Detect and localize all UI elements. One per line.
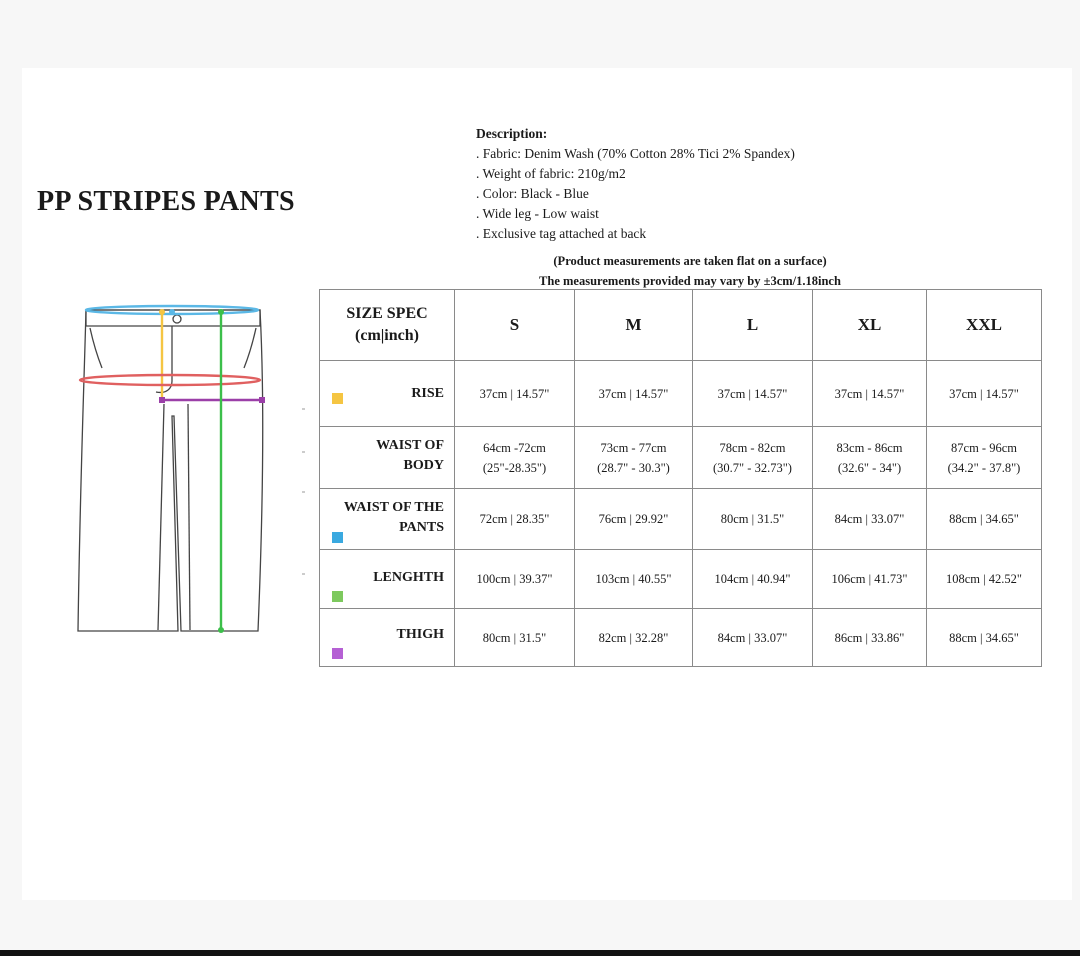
row-label-cell <box>320 361 455 427</box>
divider-dot <box>302 573 305 575</box>
table-cell: 100cm | 39.37" <box>455 550 575 609</box>
table-cell: 72cm | 28.35" <box>455 489 575 550</box>
measurement-note-variance: The measurements provided may vary by ±3cm/1.18inch <box>539 274 841 288</box>
size-header-row <box>320 290 1042 361</box>
table-cell: 88cm | 34.65" <box>927 609 1042 667</box>
table-cell: 88cm | 34.65" <box>927 489 1042 550</box>
table-cell: 84cm | 33.07" <box>813 489 927 550</box>
row-label-cell <box>320 427 455 489</box>
size-column-header: XXL <box>927 290 1042 361</box>
waist-pants-color-marker <box>332 532 343 543</box>
description-heading: Description: <box>476 126 548 141</box>
table-cell: 86cm | 33.86" <box>813 609 927 667</box>
row-label: THIGH <box>396 627 444 642</box>
row-label: RISE <box>411 386 444 401</box>
description-line: . Color: Black - Blue <box>476 186 589 201</box>
size-spec-header: SIZE SPEC (cm|inch) <box>320 290 455 361</box>
measurement-note-flat: (Product measurements are taken flat on a surface) <box>553 254 827 268</box>
table-cell: 73cm - 77cm (28.7" - 30.3") <box>575 427 693 489</box>
length-marker-top <box>218 309 224 315</box>
rise-marker-top <box>159 309 165 315</box>
thigh-marker-right <box>259 397 265 403</box>
description-line: . Fabric: Denim Wash (70% Cotton 28% Tici 2% Spandex) <box>476 146 795 161</box>
waist-body-measure-line <box>80 375 260 385</box>
row-label-cell <box>320 609 455 667</box>
table-row-length <box>320 550 1042 609</box>
description-line: . Weight of fabric: 210g/m2 <box>476 166 626 181</box>
table-cell: 80cm | 31.5" <box>693 489 813 550</box>
product-title: PP STRIPES PANTS <box>37 186 295 217</box>
table-row-waist-of-body <box>320 427 1042 489</box>
table-cell: 103cm | 40.55" <box>575 550 693 609</box>
thigh-color-marker <box>332 648 343 659</box>
size-column-header: S <box>455 290 575 361</box>
table-cell: 37cm | 14.57" <box>693 361 813 427</box>
pants-outline <box>78 310 263 631</box>
table-cell: 37cm | 14.57" <box>813 361 927 427</box>
description-line: . Exclusive tag attached at back <box>476 226 647 241</box>
table-row-rise <box>320 361 1042 427</box>
table-cell: 37cm | 14.57" <box>927 361 1042 427</box>
divider-dot <box>302 491 305 493</box>
table-cell: 84cm | 33.07" <box>693 609 813 667</box>
divider-dot <box>302 408 305 410</box>
table-cell: 64cm -72cm (25"-28.35") <box>455 427 575 489</box>
row-label-cell <box>320 550 455 609</box>
table-cell: 104cm | 40.94" <box>693 550 813 609</box>
description-line: . Wide leg - Low waist <box>476 206 599 221</box>
measurement-notes <box>470 251 910 291</box>
size-column-header: L <box>693 290 813 361</box>
thigh-marker-left <box>159 397 165 403</box>
size-column-header: XL <box>813 290 927 361</box>
length-color-marker <box>332 591 343 602</box>
size-column-header: M <box>575 290 693 361</box>
divider-dot <box>302 451 305 453</box>
size-spec-table <box>319 289 1042 667</box>
table-row-waist-of-pants <box>320 489 1042 550</box>
row-label: WAIST OF BODY <box>376 438 444 473</box>
table-cell: 106cm | 41.73" <box>813 550 927 609</box>
row-label: WAIST OF THE PANTS <box>343 500 444 535</box>
bottom-edge-bar <box>0 950 1080 956</box>
table-cell: 108cm | 42.52" <box>927 550 1042 609</box>
table-row-thigh <box>320 609 1042 667</box>
table-cell: 83cm - 86cm (32.6" - 34") <box>813 427 927 489</box>
description-block <box>476 124 795 244</box>
table-cell: 78cm - 82cm (30.7" - 32.73") <box>693 427 813 489</box>
table-cell: 37cm | 14.57" <box>455 361 575 427</box>
table-cell: 87cm - 96cm (34.2" - 37.8") <box>927 427 1042 489</box>
length-marker-bottom <box>218 627 224 633</box>
table-cell: 37cm | 14.57" <box>575 361 693 427</box>
table-cell: 82cm | 32.28" <box>575 609 693 667</box>
row-label: LENGHTH <box>373 570 444 585</box>
pants-measurement-diagram <box>38 286 274 658</box>
table-cell: 76cm | 29.92" <box>575 489 693 550</box>
waistband-marker <box>169 309 175 315</box>
row-label-cell <box>320 489 455 550</box>
table-cell: 80cm | 31.5" <box>455 609 575 667</box>
rise-color-marker <box>332 393 343 404</box>
